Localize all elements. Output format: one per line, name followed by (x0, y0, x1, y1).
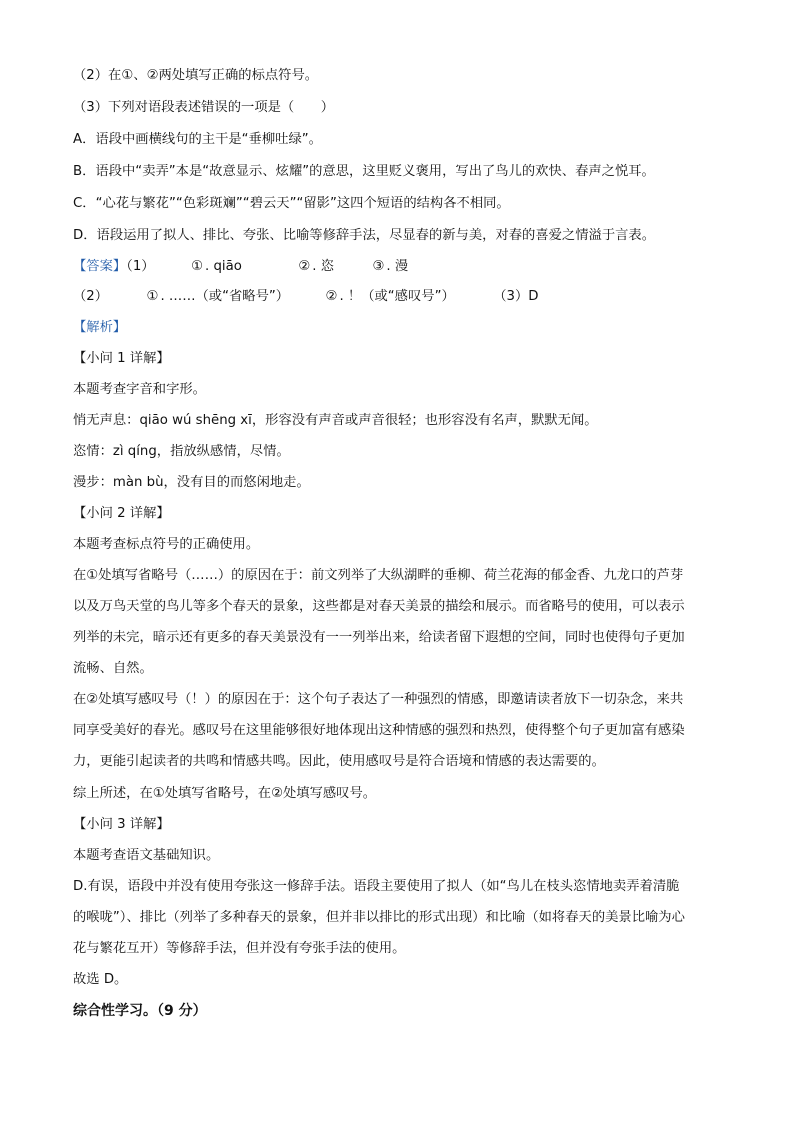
sub1-line-1: 本题考查字音和字形。 (73, 382, 206, 397)
sub3-para-line-2: 的喉咙”）、排比（列举了多种春天的景象，但并非以排比的形式出现）和比喻（如将春天的美景比喻为心 (73, 910, 685, 925)
sub3-line-1: 本题考查语文基础知识。 (73, 848, 220, 863)
option-b: B．语段中“卖弄”本是“故意显示、炫耀”的意思，这里贬义褒用，写出了鸟儿的欢快、春声之悦耳。 (73, 164, 655, 179)
option-a: A．语段中画横线句的主干是“垂柳吐绿”。 (73, 132, 322, 147)
sub2-para1-line-1: 在①处填写省略号（……）的原因在于：前文列举了大纵湖畔的垂柳、荷兰花海的郁金香、九龙口的芦芽 (73, 568, 684, 583)
sub1-title: 【小问 1 详解】 (73, 351, 170, 366)
answer-num-3: ③ (372, 259, 385, 274)
sub2-line-1: 本题考查标点符号的正确使用。 (73, 537, 260, 552)
answer-line-1 (73, 258, 723, 276)
section-title: 综合性学习。（9 分） (73, 1003, 207, 1019)
sub2-summary: 综上所述，在①处填写省略号，在②处填写感叹号。 (73, 786, 377, 801)
answer-tag: 【答案】 (73, 259, 127, 274)
answer-num-2: ② (298, 259, 311, 274)
answer-part3: （3）D (493, 289, 539, 304)
option-c: C．“心花与繁花”“色彩斑斓”“碧云天”“留影”这四个短语的结构各不相同。 (73, 196, 510, 211)
answer-part1-label: （1） (126, 259, 155, 274)
sub2-para1-line-3: 列举的未完，暗示还有更多的春天美景没有一一列举出来，给读者留下遐想的空间，同时也使得句子更加 (73, 630, 685, 645)
sub3-para-line-1: D.有误，语段中并没有使用夸张这一修辞手法。语段主要使用了拟人（如“鸟儿在枝头恣情地卖弄着清脆 (73, 879, 680, 894)
answer-1: . qiāo (204, 259, 242, 274)
sub2-para2-line-3: 力，更能引起读者的共鸣和情感共鸣。因此，使用感叹号是符合语境和情感的表达需要的。 (73, 754, 605, 769)
sub2-title: 【小问 2 详解】 (73, 506, 170, 521)
answer-b1: . ……（或“省略号”） (160, 289, 290, 304)
sub2-para1-line-4: 流畅、自然。 (73, 661, 153, 676)
sub2-para2-line-1: 在②处填写感叹号（！）的原因在于：这个句子表达了一种强烈的情感，即邀请读者放下一切杂念，来共 (73, 692, 684, 707)
question-2: （2）在①、②两处填写正确的标点符号。 (73, 68, 319, 83)
answer-part2-label: （2） (73, 289, 109, 304)
sub1-line-2: 悄无声息：qiāo wú shēng xī，形容没有声音或声音很轻；也形容没有名声，默默无闻。 (73, 413, 598, 428)
answer-b2: . ！（或“感叹号”） (339, 289, 455, 304)
answer-3: . 漫 (386, 259, 409, 274)
sub2-para1-line-2: 以及万鸟天堂的鸟儿等多个春天的景象，这些都是对春天美景的描绘和展示。而省略号的使用，可以表示 (73, 599, 685, 614)
sub3-para-line-3: 花与繁花互开）等修辞手法，但并没有夸张手法的使用。 (73, 941, 406, 956)
sub3-title: 【小问 3 详解】 (73, 817, 170, 832)
answer-2: . 恣 (312, 259, 335, 274)
answer-line-2 (73, 288, 723, 306)
answer-num-b2: ② (325, 289, 338, 304)
sub3-choose: 故选 D。 (73, 972, 128, 987)
analysis-tag: 【解析】 (73, 320, 127, 335)
answer-num-b1: ① (146, 289, 159, 304)
question-3: （3）下列对语段表述错误的一项是（ ） (73, 100, 335, 115)
sub2-para2-line-2: 同享受美好的春光。感叹号在这里能够很好地体现出这种情感的强烈和热烈，使得整个句子更加富有感染 (73, 723, 685, 738)
option-d: D．语段运用了拟人、排比、夸张、比喻等修辞手法，尽显春的新与美，对春的喜爱之情溢于言表。 (73, 228, 656, 243)
answer-num-1: ① (191, 259, 203, 274)
sub1-line-4: 漫步：màn bù，没有目的而悠闲地走。 (73, 475, 310, 490)
sub1-line-3: 恣情：zì qíng，指放纵感情，尽情。 (73, 444, 290, 459)
